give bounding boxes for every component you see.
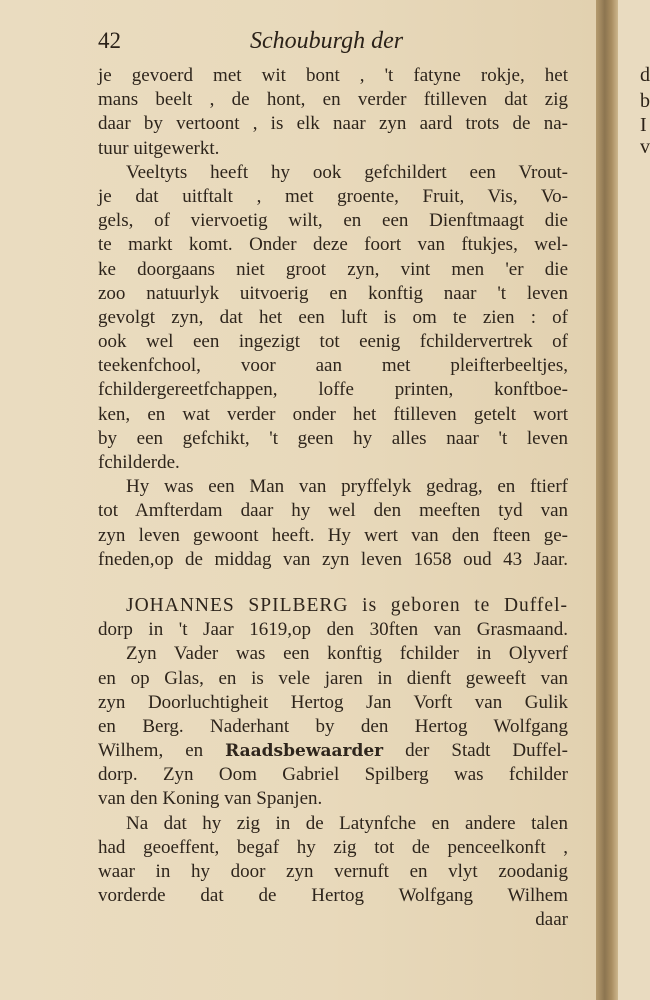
book-gutter	[596, 0, 618, 1000]
text-line: fchilderde.	[98, 452, 180, 473]
text-line: by een gefchikt, 't geen hy alles naar 't leven	[98, 427, 568, 449]
text-line: daar by vertoont , is elk naar zyn aard trots de na-	[98, 113, 568, 135]
text-line: gels, of viervoetig wilt, en een Dienftmaagt die	[98, 210, 568, 232]
text-line: te markt komt. Onder deze foort van ftukjes, wel-	[98, 234, 568, 256]
text-line: Veeltyts heeft hy ook gefchildert een Vrout-	[126, 161, 568, 183]
blackletter-word: Raadsbewaarder	[225, 741, 384, 762]
text-line: vorderde dat de Hertog Wolfgang Wilhem	[98, 885, 568, 907]
text-line: dorp. Zyn Oom Gabriel Spilberg was fchilder	[98, 764, 568, 786]
text-line: Na dat hy zig in de Latynfche en andere talen	[126, 812, 568, 834]
text-line: ke doorgaans niet groot zyn, vint men 'er die	[98, 258, 568, 280]
paragraph-gap	[98, 572, 568, 594]
facing-page-letter: b	[640, 90, 650, 112]
text-fragment: der Stadt Duffel-	[405, 740, 569, 762]
text-line: teekenfchool, voor aan met pleifterbeeltjes,	[98, 355, 568, 377]
text-line: zyn Doorluchtigheit Hertog Jan Vorft van Gulik	[98, 691, 568, 713]
page-number: 42	[98, 28, 121, 53]
body-text	[98, 64, 568, 933]
text-line: waar in hy door zyn vernuft en vlyt zoodanig	[98, 861, 568, 882]
text-line: fneden,op de middag van zyn leven 1658 oud 43 Jaar.	[98, 548, 568, 570]
text-line: en Berg. Naderhant by den Hertog Wolfgang	[98, 715, 568, 737]
text-line: had geoeffent, begaf hy zig tot de penceelkonft ,	[98, 836, 568, 858]
facing-page-letter: I	[640, 114, 647, 136]
catchword: daar	[535, 909, 568, 931]
text-line: JOHANNES SPILBERG is geboren te Duffel-	[126, 594, 568, 616]
text-line: van den Koning van Spanjen.	[98, 788, 323, 810]
facing-page-letter: v	[640, 136, 650, 158]
running-head	[98, 28, 578, 58]
text-line: ook wel een ingezigt tot eenig fchildervertrek of	[98, 331, 568, 353]
facing-page-letter: d	[640, 64, 650, 86]
text-line: tot Amfterdam daar hy wel den meeften tyd van	[98, 500, 568, 522]
text-line: Hy was een Man van pryffelyk gedrag, en ftierf	[126, 476, 568, 498]
text-line: dorp in 't Jaar 1619,op den 30ften van Grasmaand.	[98, 619, 568, 641]
text-line	[98, 739, 568, 763]
text-line: je gevoerd met wit bont , 't fatyne rokje, het	[98, 65, 568, 86]
text-line: gevolgt zyn, dat het een luft is om te zien : of	[98, 306, 568, 328]
text-line: ken, en wat verder onder het ftilleven getelt wort	[98, 403, 568, 425]
text-fragment: Wilhem, en	[98, 740, 204, 762]
text-line: tuur uitgewerkt.	[98, 137, 220, 159]
text-line: zoo natuurlyk uitvoerig en konftig naar 't leven	[98, 282, 568, 304]
text-line: zyn leven gewoont heeft. Hy wert van den fteen ge-	[98, 524, 568, 546]
text-line: en op Glas, en is vele jaren in dienft geweeft van	[98, 667, 568, 689]
text-line: mans beelt , de hont, en verder ftilleven dat zig	[98, 89, 568, 111]
text-line: Zyn Vader was een konftig fchilder in Olyverf	[126, 643, 568, 665]
text-line: fchildergereetfchappen, loffe printen, konftboe-	[98, 379, 568, 401]
running-title: Schouburgh der	[250, 28, 404, 54]
text-line: je dat uitftalt , met groente, Fruit, Vis, Vo-	[98, 185, 568, 207]
